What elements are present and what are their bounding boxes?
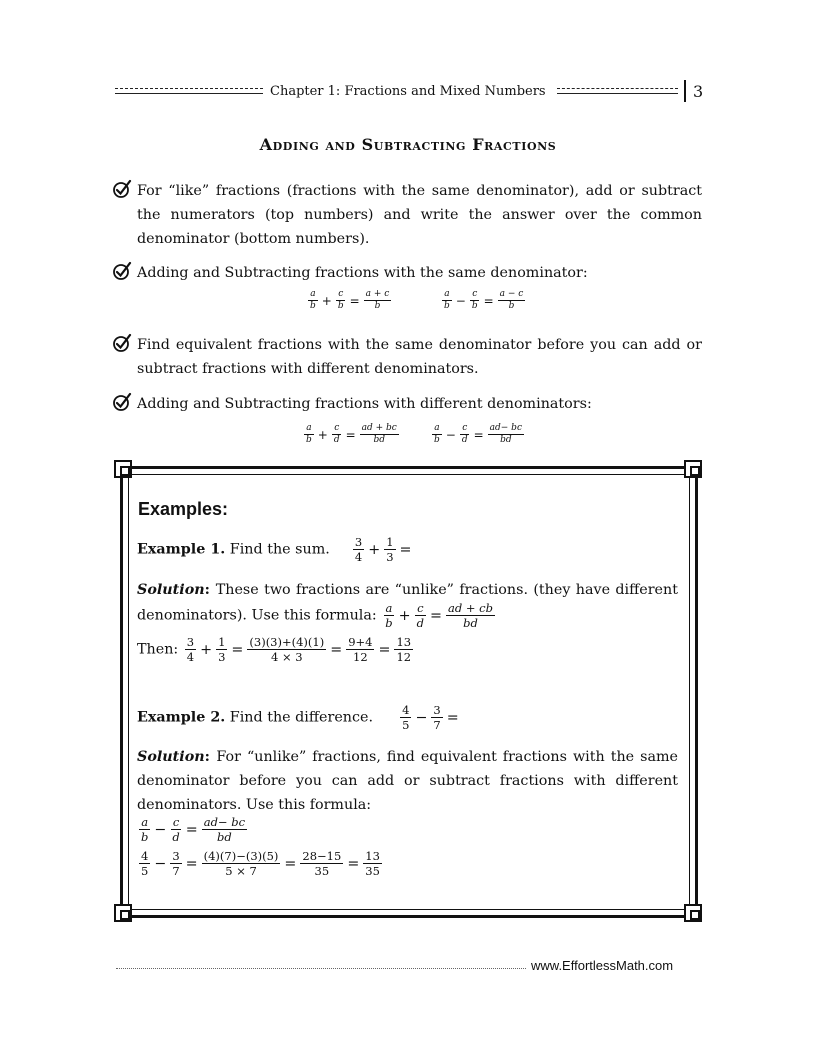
fraction: $\frac{a}{b}$ [310,289,316,312]
equals-sign: = [429,607,442,624]
fraction: $\frac{c}{b}$ [471,289,478,312]
bullet-same-denominator [112,261,702,285]
formula-diff-sub [430,424,526,446]
fraction: $\frac{a}{b}$ [385,601,393,631]
fraction: $\frac{13}{35}$ [365,849,380,879]
fraction: $\frac{c}{d}$ [172,815,180,845]
minus-sign: − [445,427,456,442]
fraction: $\frac{9+4}{12}$ [348,635,373,665]
fraction: $\frac{3}{4}$ [354,535,363,565]
minus-sign: − [455,293,466,308]
header-rule-right [557,88,678,94]
section-title: Adding and Subtracting Fractions [259,135,557,154]
equals-sign: = [349,293,360,308]
equals-sign: = [483,293,494,308]
fraction: $\frac{a}{b}$ [444,289,450,312]
equals-sign: = [446,709,459,726]
formula-diff-add [302,424,401,446]
plus-sign: + [317,427,328,442]
fraction: $\frac{a}{b}$ [434,423,440,446]
header-divider [684,80,686,102]
equals-sign: = [473,427,484,442]
fraction: $\frac{3}{7}$ [172,849,180,879]
equals-sign: = [330,641,343,658]
example-2-prompt [137,704,678,731]
example-1-solution: Solution: These two fractions are “unlike” fractions. (they have different denominators). Use this formula: $\frac{a}{b}$ + $\frac{c}{d}$ = $\frac{ad + cb}{bd}$ [137,582,678,631]
checkmark-circle-icon [112,392,132,412]
page-number: 3 [693,82,704,101]
minus-sign: − [154,855,167,872]
plus-sign: + [321,293,332,308]
footer-website: www.EffortlessMath.com [531,958,674,973]
plus-sign: + [368,541,381,558]
fraction: $\frac{1}{3}$ [218,635,226,665]
equals-sign: = [185,855,198,872]
fraction: $\frac{(4)(7)-(3)(5)}{5 \times 7}$ [203,849,279,879]
fraction: $\frac{c}{d}$ [333,423,340,446]
minus-sign: − [415,709,428,726]
header-rule-left [115,88,263,94]
examples-heading: Examples: [138,499,229,519]
equals-sign: = [185,821,198,838]
fraction: $\frac{1}{3}$ [386,535,394,565]
example-prompt: Find the difference. [229,709,374,726]
checkmark-circle-icon [112,179,132,199]
frame-corner-ornament [114,460,132,478]
equals-sign: = [347,855,360,872]
fraction: $\frac{4}{5}$ [141,849,149,879]
bullet-equivalent-fractions [112,333,702,381]
example-1-working [137,636,678,663]
bullet-different-denominators [112,392,702,416]
example-label: Example 1. [137,541,226,558]
formula-same-add [306,290,393,312]
fraction: $\frac{c}{b}$ [337,289,344,312]
example-2-solution: Solution: For “unlike” fractions, find equivalent fractions with the same denominator before you can add or subtract fractions with different denominators. Use this formula: [137,749,678,813]
then-label: Then: [137,641,179,658]
fraction: $\frac{a}{b}$ [306,423,312,446]
bullet-like-fractions [112,179,702,251]
frame-corner-ornament [114,904,132,922]
minus-sign: − [154,821,167,838]
fraction: $\frac{ad- bc}{bd}$ [203,815,246,845]
fraction: $\frac{a - c}{b}$ [499,289,524,312]
frame-corner-ornament [684,460,702,478]
equals-sign: = [345,427,356,442]
equals-sign: = [399,541,412,558]
fraction: $\frac{c}{d}$ [461,423,468,446]
bullet-text: Adding and Subtracting fractions with different denominators: [137,396,592,412]
fraction: $\frac{(3)(3)+(4)(1)}{4 \times 3}$ [249,635,325,665]
formula-same-sub [440,290,527,312]
example-1-prompt [137,536,678,563]
bullet-text: Find equivalent fractions with the same denominator before you can add or subtract fractions with different denominators. [137,337,702,377]
checkmark-circle-icon [112,261,132,281]
chapter-title: Chapter 1: Fractions and Mixed Numbers [270,84,546,99]
fraction: $\frac{28-15}{35}$ [302,849,342,879]
footer-rule [116,968,526,969]
example-2-formula [137,816,678,843]
plus-sign: + [398,607,411,624]
fraction: $\frac{a}{b}$ [141,815,149,845]
equals-sign: = [284,855,297,872]
bullet-text: Adding and Subtracting fractions with the same denominator: [137,265,588,281]
bullet-text: For “like” fractions (fractions with the same denominator), add or subtract the numerators (top numbers) and write the answer over the common denominator (bottom numbers). [137,183,702,247]
equals-sign: = [231,641,244,658]
example-label: Example 2. [137,709,226,726]
example-2-working [137,850,678,877]
fraction: $\frac{3}{4}$ [186,635,195,665]
frame-corner-ornament [684,904,702,922]
equals-sign: = [378,641,391,658]
fraction: $\frac{3}{7}$ [433,703,441,733]
fraction: $\frac{ad + bc}{bd}$ [361,423,397,446]
fraction: $\frac{13}{12}$ [396,635,412,665]
fraction: $\frac{a + c}{b}$ [365,289,390,312]
plus-sign: + [200,641,213,658]
fraction: $\frac{ad + cb}{bd}$ [447,601,493,631]
example-prompt: Find the sum. [229,541,330,558]
fraction: $\frac{ad- bc}{bd}$ [489,423,522,446]
fraction: $\frac{c}{d}$ [416,601,424,631]
fraction: $\frac{4}{5}$ [402,703,410,733]
checkmark-circle-icon [112,333,132,353]
